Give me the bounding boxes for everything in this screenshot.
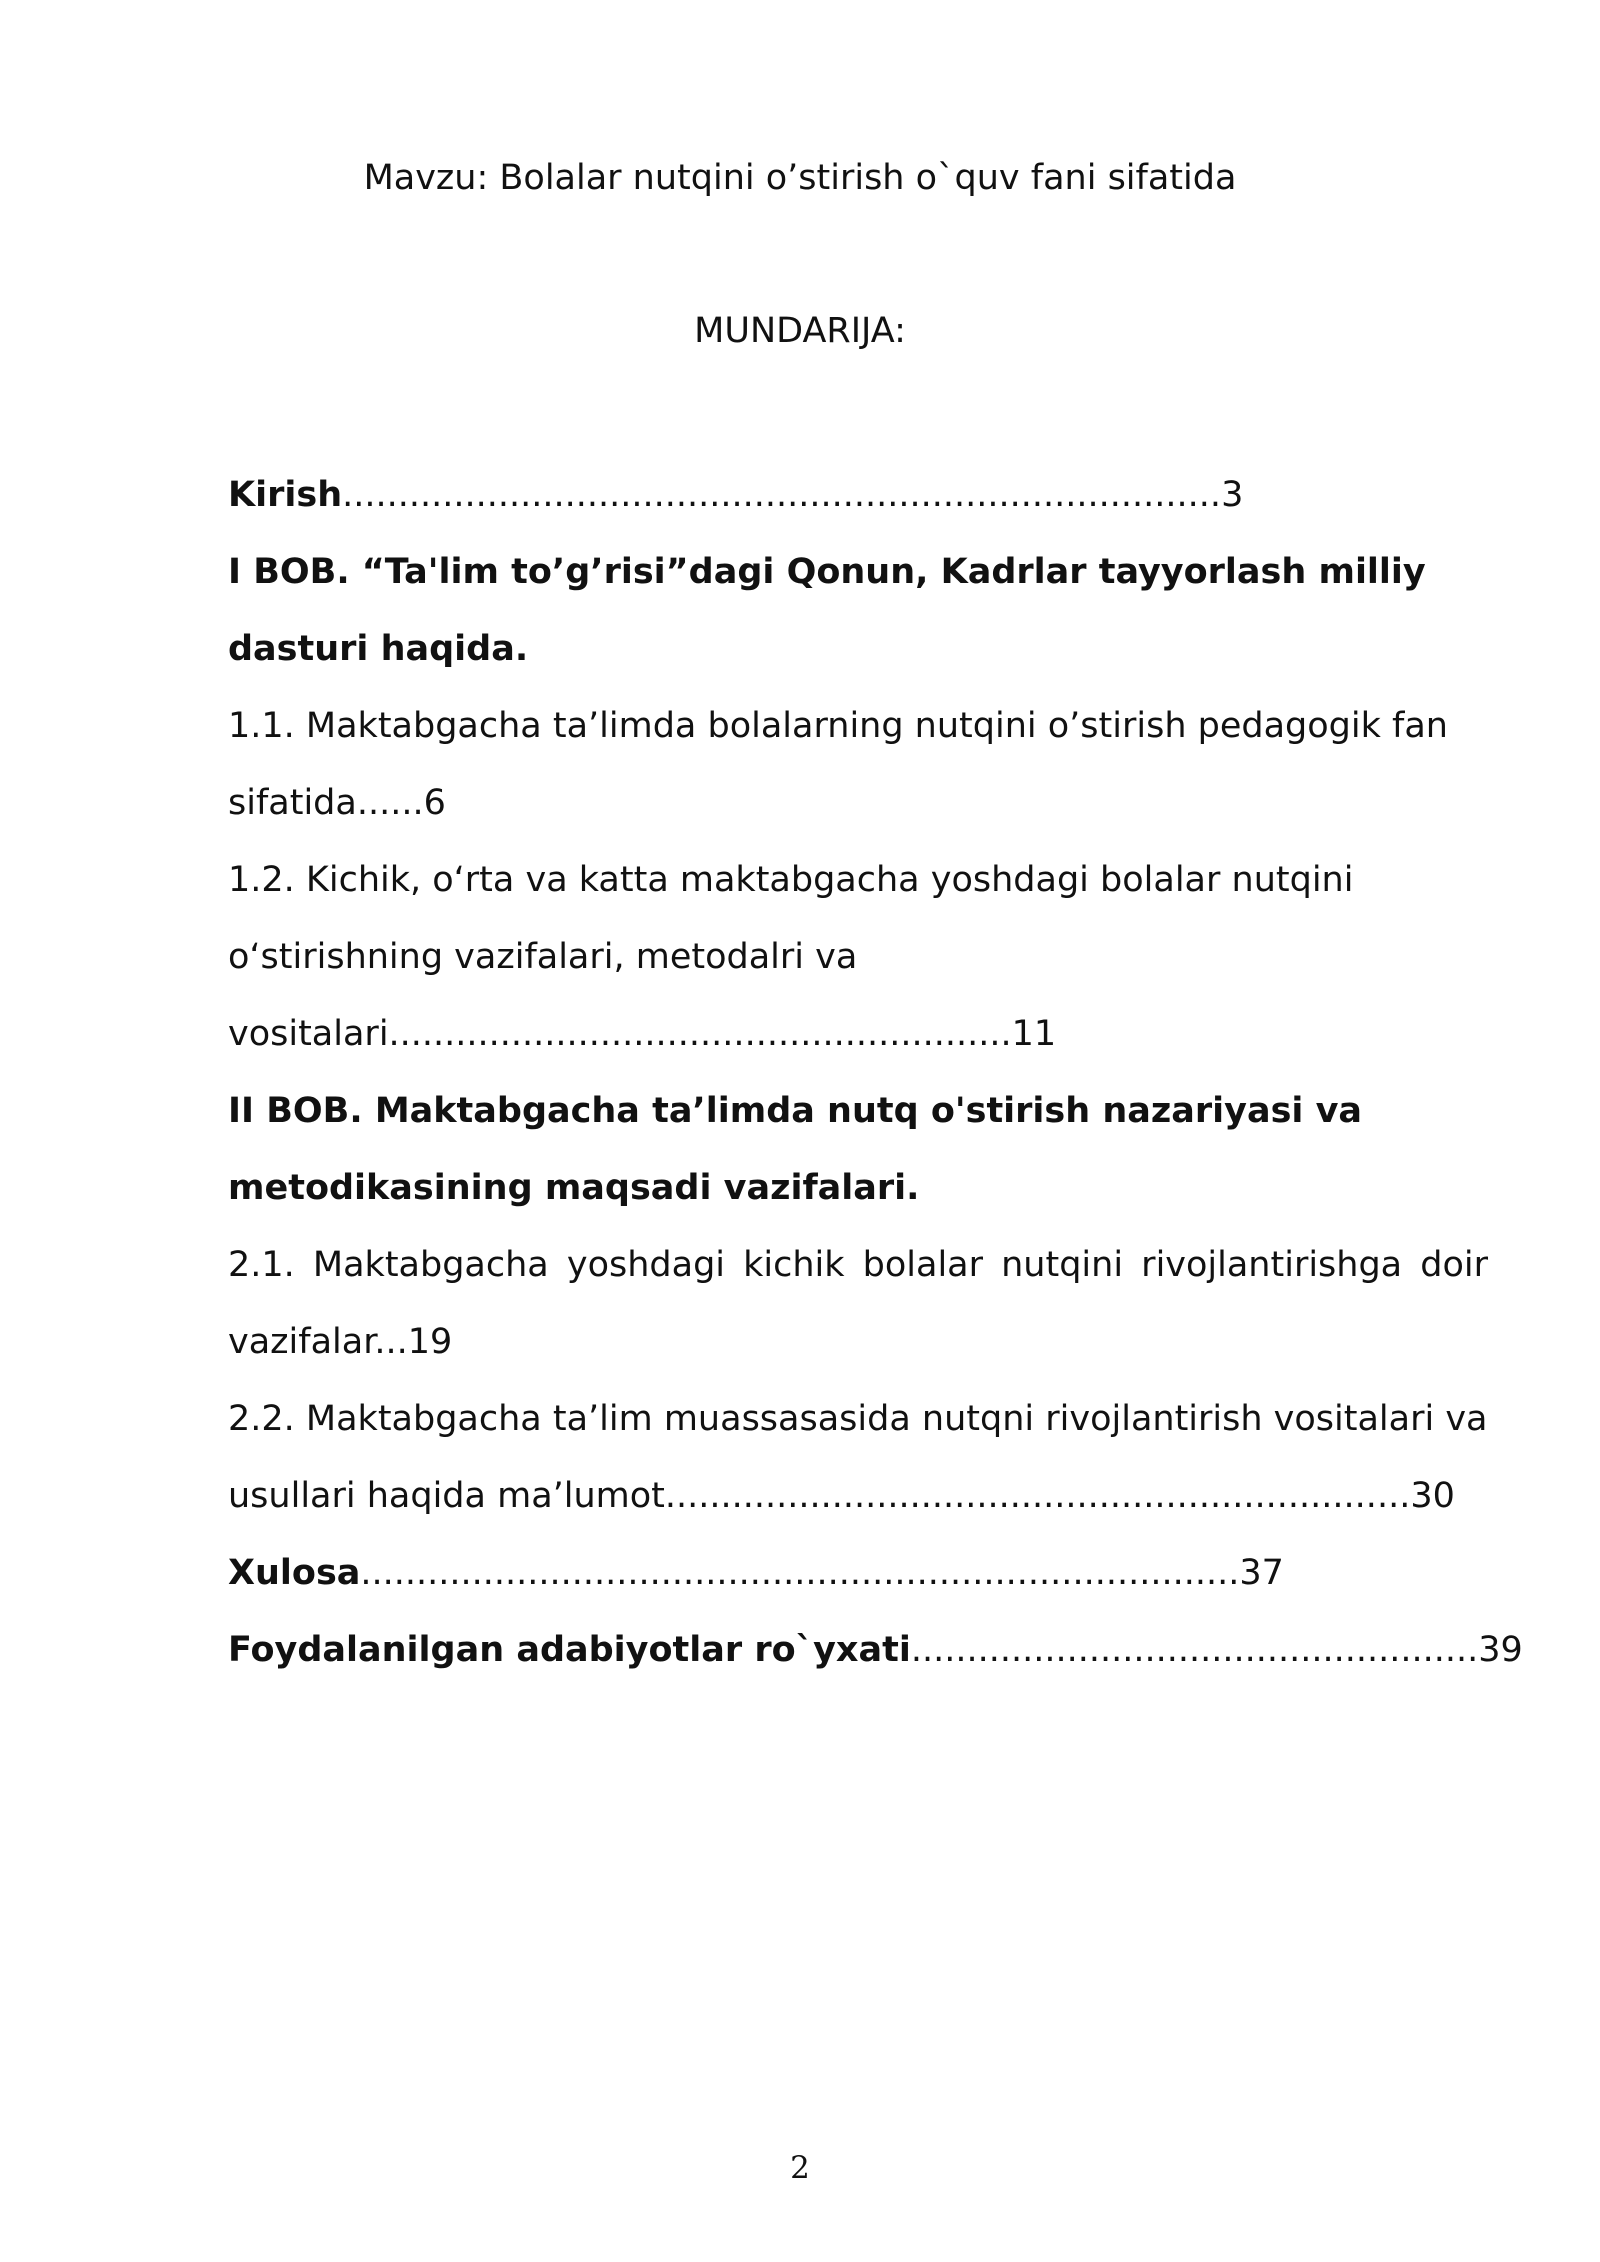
toc-section-2-1-page: 19 xyxy=(407,1322,453,1362)
toc-chapter-2-title-line-1: II BOB. Maktabgacha ta’limda nutq o'stirish nazariyasi va xyxy=(228,1091,1363,1131)
toc-conclusion-leader: ............................................................................... xyxy=(360,1553,1240,1593)
toc-section-1-2-line-3 xyxy=(228,996,1488,1073)
toc-section-2-2-text: usullari haqida ma’lumot xyxy=(228,1476,665,1516)
toc-intro-leader: ............................................................................... xyxy=(342,475,1222,515)
toc-section-2-2-page: 30 xyxy=(1410,1476,1455,1516)
toc-chapter-1-title-line-1: I BOB. “Ta'lim to’g’risi”dagi Qonun, Kadrlar tayyorlash milliy xyxy=(228,552,1426,592)
toc-section-1-1-line-2 xyxy=(228,765,1488,842)
toc-section-2-2-leader: ................................................................... xyxy=(664,1476,1411,1516)
toc-section-1-2-text: vositalari xyxy=(228,1014,389,1054)
toc-references-leader: ................................................... xyxy=(910,1630,1479,1670)
toc-section-1-2-line-2: o‘stirishning vazifalari, metodalri va xyxy=(228,937,858,977)
toc-intro-title: Kirish xyxy=(228,475,343,515)
toc-section-2-1-line-2 xyxy=(228,1304,1488,1381)
toc-section-1-2-line-1: 1.2. Kichik, o‘rta va katta maktabgacha yoshdagi bolalar nutqini xyxy=(228,860,1354,900)
toc-section-2-2-line-2 xyxy=(228,1458,1488,1535)
page-number: 2 xyxy=(790,2150,810,2186)
toc-section-1-1-leader: ...... xyxy=(356,783,424,823)
toc-section-2-1-leader: ... xyxy=(374,1322,408,1362)
toc-conclusion-title: Xulosa xyxy=(228,1553,361,1593)
toc-section-1-2-page: 11 xyxy=(1011,1014,1057,1054)
toc-entry-conclusion xyxy=(228,1535,1488,1612)
toc-chapter-1-title-line-2: dasturi haqida. xyxy=(228,629,529,669)
table-of-contents xyxy=(228,457,1523,1689)
toc-heading: MUNDARIJA: xyxy=(694,311,906,351)
toc-conclusion-page: 37 xyxy=(1239,1553,1284,1593)
toc-intro-page: 3 xyxy=(1221,475,1244,515)
toc-section-1-1-page: 6 xyxy=(423,783,446,823)
toc-section-2-1-text: vazifalar xyxy=(228,1322,375,1362)
toc-section-2-2-line-1: 2.2. Maktabgacha ta’lim muassasasida nutqni rivojlantirish vositalari va xyxy=(228,1399,1488,1439)
toc-chapter-2-title-line-2: metodikasining maqsadi vazifalari. xyxy=(228,1168,920,1208)
toc-references-title: Foydalanilgan adabiyotlar ro`yxati xyxy=(228,1630,911,1670)
toc-entry-references xyxy=(228,1612,1523,1689)
toc-section-1-1-text: sifatida xyxy=(228,783,357,823)
toc-section-1-2-leader: ........................................................ xyxy=(388,1014,1012,1054)
toc-section-1-1-line-1: 1.1. Maktabgacha ta’limda bolalarning nutqini o’stirish pedagogik fan xyxy=(228,706,1448,746)
toc-references-page: 39 xyxy=(1478,1630,1523,1670)
document-topic: Mavzu: Bolalar nutqini o’stirish o`quv fani sifatida xyxy=(363,158,1237,198)
toc-entry-intro xyxy=(228,457,1488,534)
toc-section-2-1-line-1: 2.1. Maktabgacha yoshdagi kichik bolalar nutqini rivojlantirishga doir xyxy=(228,1245,1488,1285)
